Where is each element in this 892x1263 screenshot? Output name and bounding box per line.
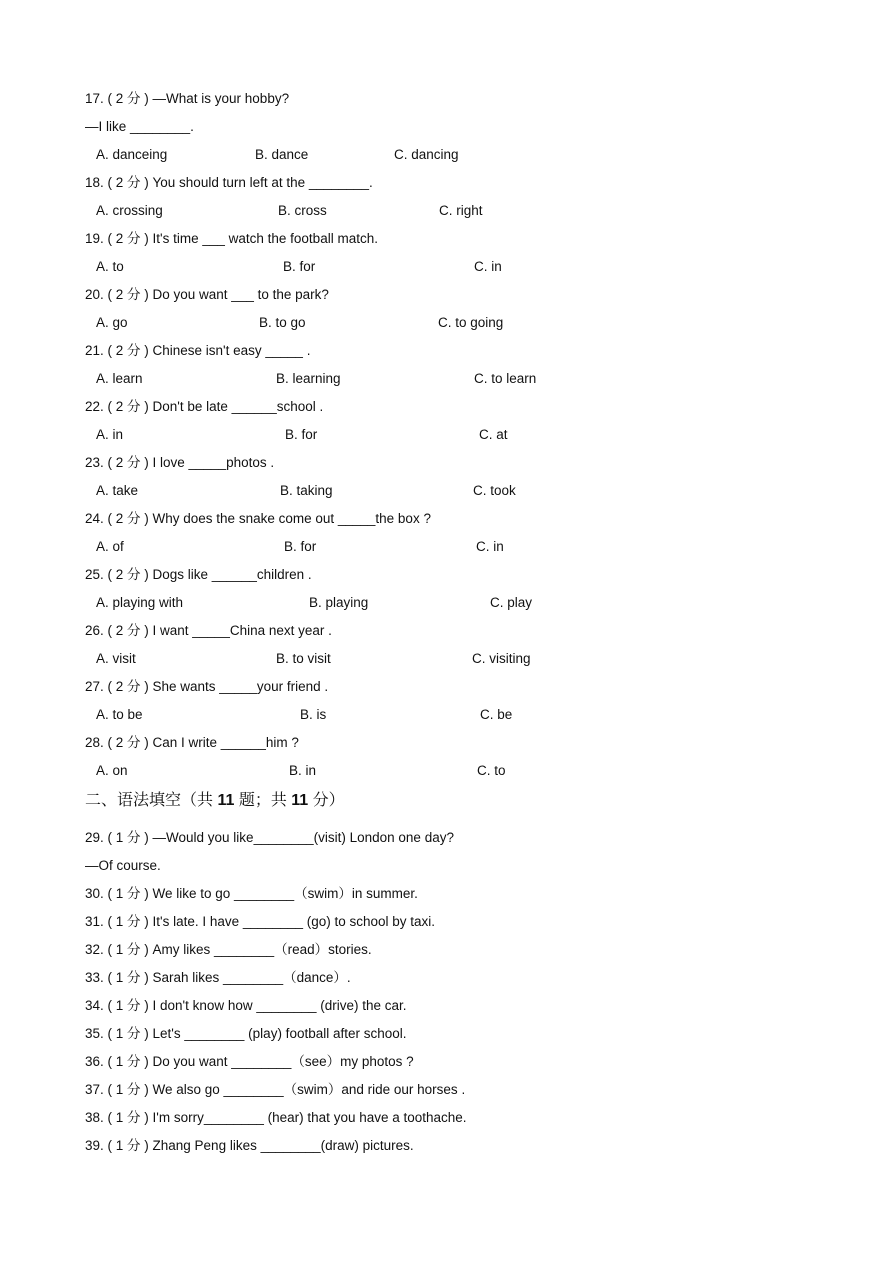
- section-heading-suffix: 分）: [308, 792, 345, 809]
- question-24-stem: 24. ( 2 分 ) Why does the snake come out _____the box ?: [85, 511, 431, 526]
- question-28-stem: 28. ( 2 分 ) Can I write ______him ?: [85, 735, 299, 750]
- question-17-stem: 17. ( 2 分 ) —What is your hobby?: [85, 91, 290, 106]
- question-18-stem: 18. ( 2 分 ) You should turn left at the ________.: [85, 175, 373, 190]
- section-total-score: 11: [291, 792, 309, 809]
- question-29-stem: 29. ( 1 分 ) —Would you like________(visit) London one day?: [85, 830, 454, 845]
- question-23-option-a: A. take: [96, 483, 139, 498]
- question-17-option-a: A. danceing: [96, 147, 168, 162]
- question-24-option-c: C. in: [476, 539, 504, 554]
- question-31-stem: 31. ( 1 分 ) It's late. I have ________ (go) to school by taxi.: [85, 914, 436, 929]
- question-17-option-b: B. dance: [255, 147, 309, 162]
- question-39-stem: 39. ( 1 分 ) Zhang Peng likes ________(draw) pictures.: [85, 1138, 414, 1153]
- question-21-option-a: A. learn: [96, 371, 143, 386]
- question-22-option-a: A. in: [96, 427, 124, 442]
- question-32-stem: 32. ( 1 分 ) Amy likes ________（read）stories.: [85, 942, 372, 957]
- question-25-option-c: C. play: [490, 595, 533, 610]
- question-19-stem: 19. ( 2 分 ) It's time ___ watch the football match.: [85, 231, 378, 246]
- question-35-stem: 35. ( 1 分 ) Let's ________ (play) football after school.: [85, 1026, 407, 1041]
- question-23-option-b: B. taking: [280, 483, 333, 498]
- question-27-option-a: A. to be: [96, 707, 143, 722]
- question-25-option-a: A. playing with: [96, 595, 184, 610]
- question-19-option-a: A. to: [96, 259, 124, 274]
- question-33-stem: 33. ( 1 分 ) Sarah likes ________（dance）.: [85, 970, 351, 985]
- question-21-stem: 21. ( 2 分 ) Chinese isn't easy _____ .: [85, 343, 311, 358]
- section-heading-mid: 题；共: [234, 792, 292, 809]
- question-26-option-a: A. visit: [96, 651, 136, 666]
- question-21-option-c: C. to learn: [474, 371, 537, 386]
- question-28-option-c: C. to: [477, 763, 506, 778]
- question-38-stem: 38. ( 1 分 ) I'm sorry________ (hear) that you have a toothache.: [85, 1110, 467, 1125]
- question-27-option-c: C. be: [480, 707, 513, 722]
- question-20-option-a: A. go: [96, 315, 128, 330]
- question-19-option-b: B. for: [283, 259, 316, 274]
- question-36-stem: 36. ( 1 分 ) Do you want ________（see）my photos ?: [85, 1054, 414, 1069]
- question-28-option-a: A. on: [96, 763, 128, 778]
- question-34-stem: 34. ( 1 分 ) I don't know how ________ (drive) the car.: [85, 998, 407, 1013]
- question-25-option-b: B. playing: [309, 595, 369, 610]
- question-22-option-c: C. at: [479, 427, 508, 442]
- question-17-extra: —I like ________.: [85, 119, 194, 134]
- question-19-option-c: C. in: [474, 259, 502, 274]
- section-heading: [85, 791, 345, 811]
- question-21-option-b: B. learning: [276, 371, 341, 386]
- section-question-count: 11: [217, 792, 235, 809]
- question-18-option-a: A. crossing: [96, 203, 163, 218]
- question-18-option-b: B. cross: [278, 203, 327, 218]
- question-37-stem: 37. ( 1 分 ) We also go ________（swim）and ride our horses .: [85, 1082, 466, 1097]
- question-20-stem: 20. ( 2 分 ) Do you want ___ to the park?: [85, 287, 329, 302]
- question-26-option-b: B. to visit: [276, 651, 331, 666]
- question-18-option-c: C. right: [439, 203, 483, 218]
- question-26-stem: 26. ( 2 分 ) I want _____China next year .: [85, 623, 332, 638]
- question-23-option-c: C. took: [473, 483, 516, 498]
- question-30-stem: 30. ( 1 分 ) We like to go ________（swim）in summer.: [85, 886, 418, 901]
- question-22-stem: 22. ( 2 分 ) Don't be late ______school .: [85, 399, 324, 414]
- question-27-option-b: B. is: [300, 707, 327, 722]
- section-heading-prefix: 二、语法填空（共: [85, 792, 218, 809]
- question-29-answer: —Of course.: [85, 858, 161, 873]
- question-22-option-b: B. for: [285, 427, 318, 442]
- question-26-option-c: C. visiting: [472, 651, 531, 666]
- question-23-stem: 23. ( 2 分 ) I love _____photos .: [85, 455, 275, 470]
- question-20-option-b: B. to go: [259, 315, 306, 330]
- question-24-option-b: B. for: [284, 539, 317, 554]
- question-25-stem: 25. ( 2 分 ) Dogs like ______children .: [85, 567, 312, 582]
- question-17-option-c: C. dancing: [394, 147, 459, 162]
- question-20-option-c: C. to going: [438, 315, 504, 330]
- question-24-option-a: A. of: [96, 539, 124, 554]
- question-27-stem: 27. ( 2 分 ) She wants _____your friend .: [85, 679, 329, 694]
- question-28-option-b: B. in: [289, 763, 317, 778]
